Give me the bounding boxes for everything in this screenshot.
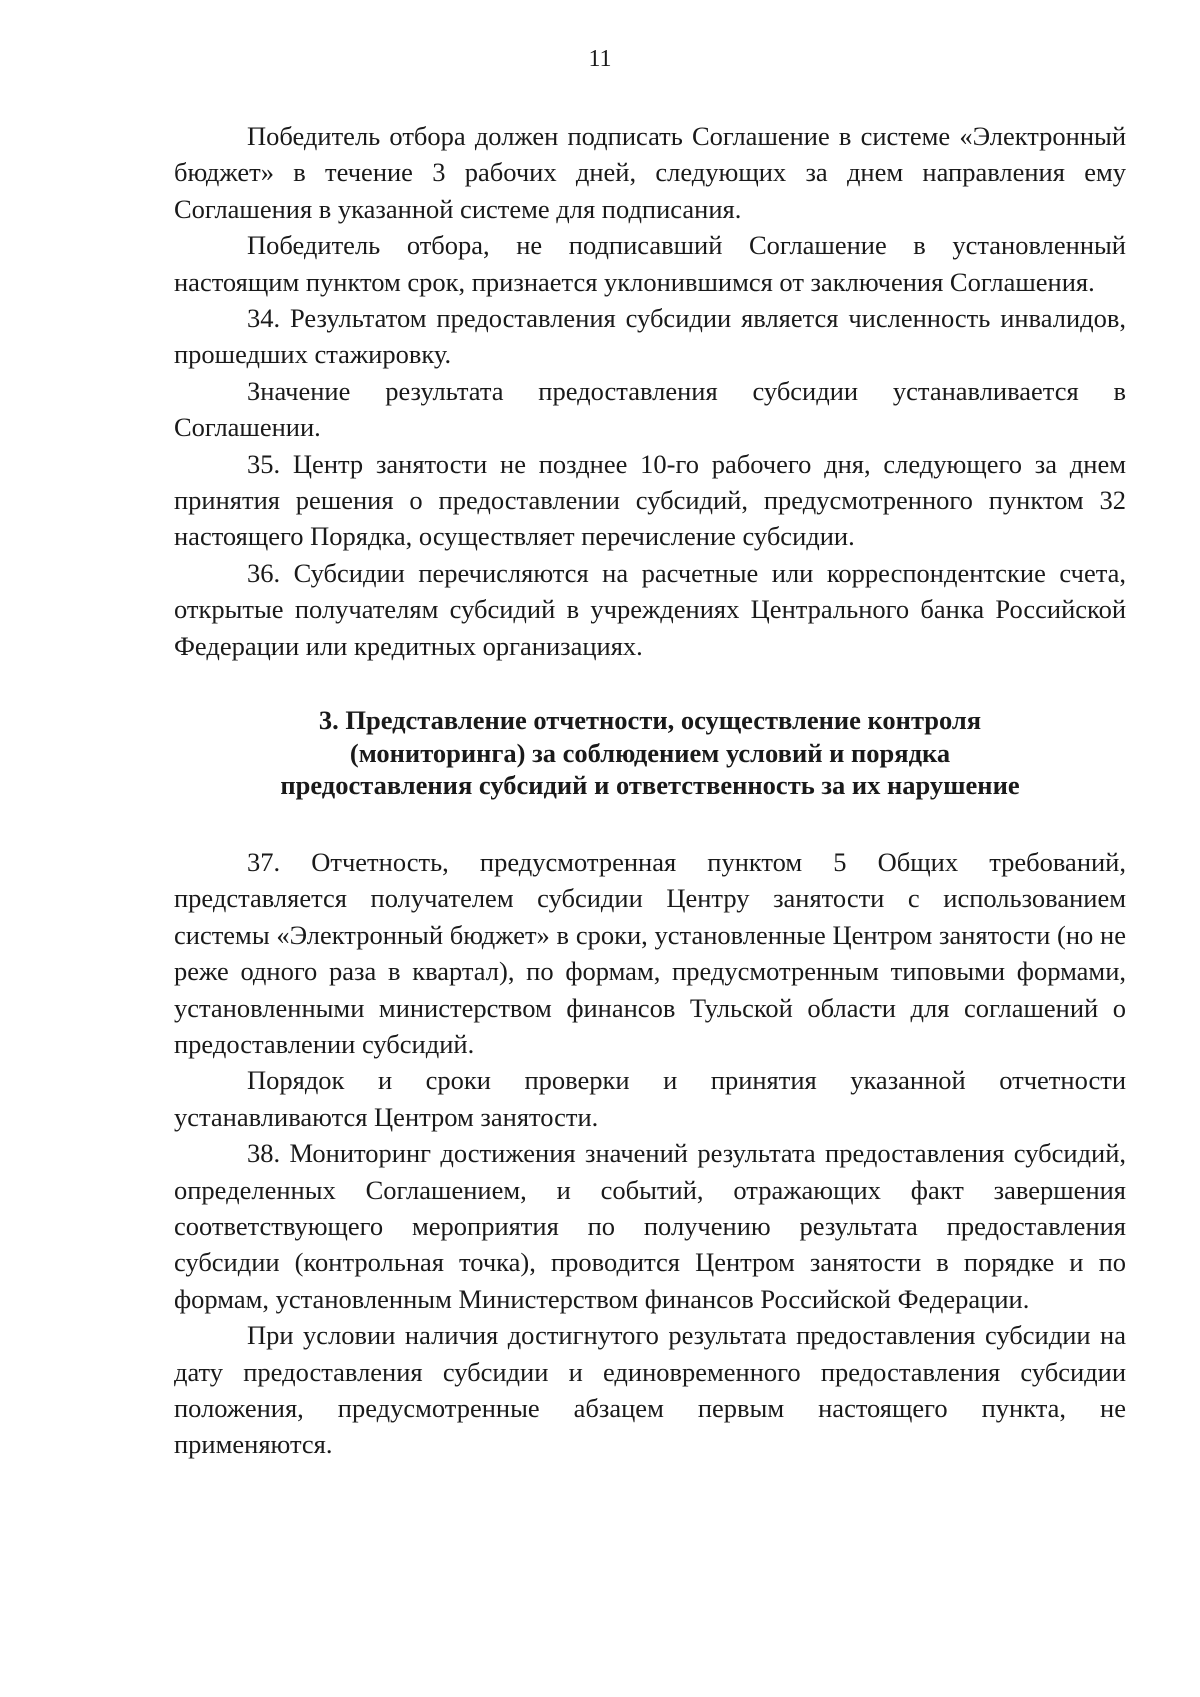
spacer [174, 664, 1126, 704]
paragraph-signing-deadline: Победитель отбора должен подписать Соглашение в системе «Электронный бюджет» в течение 3 рабочих дней, следующих за днем направления ему Соглашения в указанной системе для подписания. [174, 121, 1126, 224]
spacer [174, 802, 1126, 844]
section-heading-line-1: 3. Представление отчетности, осуществление контроля [318, 705, 982, 736]
document-body [174, 118, 1126, 1463]
paragraph-item-34: 34. Результатом предоставления субсидии является численность инвалидов, прошедших стажировку. [174, 303, 1126, 370]
paragraph-item-35: 35. Центр занятости не позднее 10-го рабочего дня, следующего за днем принятия решения о предоставлении субсидий, предусмотренного пунктом 32 настоящего Порядка, осуществляет перечисление субсидии. [174, 448, 1126, 552]
section-heading [174, 704, 1126, 802]
paragraph-verification-procedure: Порядок и сроки проверки и принятия указанной отчетности устанавливаются Центром занятости. [174, 1065, 1126, 1132]
paragraph-result-value: Значение результата предоставления субсидии устанавливается в Соглашении. [174, 375, 1126, 443]
paragraph-item-36: 36. Субсидии перечисляются на расчетные или корреспондентские счета, открытые получателям субсидий в учреждениях Центрального банка Российской Федерации или кредитных организациях. [174, 557, 1126, 661]
paragraph-evasion: Победитель отбора, не подписавший Соглашение в установленный настоящим пунктом срок, признается уклонившимся от заключения Соглашения. [174, 230, 1126, 297]
paragraph-item-38: 38. Мониторинг достижения значений результата предоставления субсидий, определенных Соглашением, и событий, отражающих факт завершения соответствующего мероприятия по получению результата предоставления субсидии (контрольная точка), проводится Центром занятости в порядке и по формам, установленным Министерством финансов Российской Федерации. [174, 1138, 1126, 1314]
paragraph-exception: При условии наличия достигнутого результата предоставления субсидии на дату предоставления субсидии и единовременного предоставления субсидии положения, предусмотренные абзацем первым настоящего пункта, не применяются. [174, 1320, 1126, 1460]
section-heading-line-2: (мониторинга) за соблюдением условий и порядка [349, 737, 951, 768]
paragraph-item-37: 37. Отчетность, предусмотренная пунктом 5 Общих требований, представляется получателем субсидии Центру занятости с использованием системы «Электронный бюджет» в сроки, установленные Центром занятости (но не реже одного раза в квартал), по формам, предусмотренным типовыми формами, установленными министерством финансов Тульской области для соглашений о предоставлении субсидий. [174, 846, 1126, 1059]
section-heading-line-3: предоставления субсидий и ответственность за их нарушение [280, 770, 1020, 801]
page-number: 11 [588, 46, 612, 72]
